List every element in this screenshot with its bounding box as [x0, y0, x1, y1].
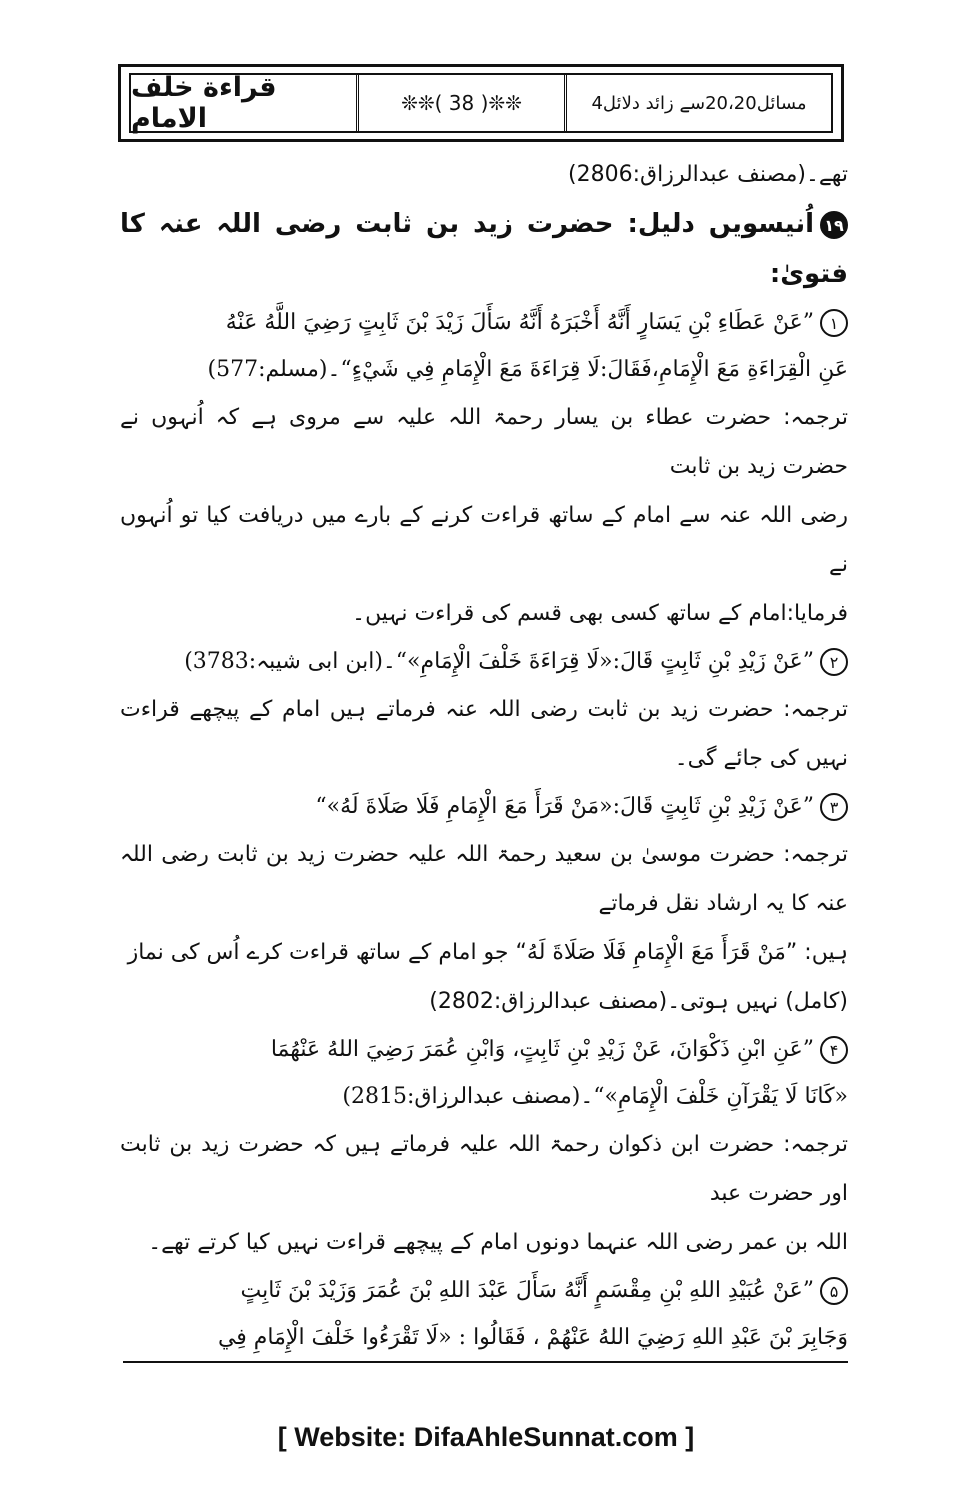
book-title: قراءة خلف الامام	[131, 75, 359, 131]
page-number: ❊❊( 38 )❊❊	[359, 75, 567, 131]
item-number: ۵	[820, 1277, 848, 1305]
top-reference: تھے۔(مصنف عبدالرزاق:2806)	[568, 162, 848, 187]
arabic-text: وَجَابِرَ بْنَ عَبْدِ اللهِ رَضِيَ اللهُ عَنْهُمْ ، فَقَالُوا : «لَا تَقْرَءُوا خَلْفَ الْإِمَامِ فِي	[217, 1325, 848, 1350]
arabic-text: ۵”عَنْ عُبَيْدِ اللهِ بْنِ مِقْسَمٍ أَنَّهُ سَأَلَ عَبْدَ اللهِ بْنَ عُمَرَ وَزَيْدَ بْنَ ثَابِتٍ	[120, 1267, 848, 1314]
translation-text: اللہ بن عمر رضی اللہ عنہما دونوں امام کے پیچھے قراءت نہیں کیا کرتے تھے۔	[148, 1230, 848, 1255]
translation-text: (کامل) نہیں ہوتی۔(مصنف عبدالرزاق:2802)	[429, 989, 848, 1014]
website-footer: [ Website: DifaAhleSunnat.com ]	[277, 1422, 695, 1452]
arabic-text: «كَانَا لَا يَقْرَآنِ خَلْفَ الْإِمَامِ»“۔(مصنف عبدالرزاق:2815)	[342, 1084, 848, 1109]
item-number: ۱	[820, 309, 848, 337]
translation-text: ترجمہ: حضرت موسیٰ بن سعید رحمۃ اللہ علیہ حضرت زید بن ثابت رضی اللہ عنہ کا یہ ارشاد نقل فرماتے	[120, 842, 848, 916]
arabic-text: ۴”عَنِ ابْنِ ذَكْوَانَ، عَنْ زَيْدِ بْنِ ثَابِتٍ، وَابْنِ عُمَرَ رَضِيَ اللهُ عَنْهُمَا	[120, 1026, 848, 1073]
translation-text: ترجمہ: حضرت عطاء بن یسار رحمۃ اللہ علیہ سے مروی ہے کہ اُنہوں نے حضرت زید بن ثابت	[120, 405, 848, 479]
translation-text: ہیں: ”مَنْ قَرَأَ مَعَ الْإِمَامِ فَلَا صَلَاةَ لَهُ“ جو امام کے ساتھ قراءت کرے اُس کی نماز	[127, 940, 848, 965]
item-number: ۳	[820, 793, 848, 821]
item-number: ۲	[820, 648, 848, 676]
arabic-text: عَنِ الْقِرَاءَةِ مَعَ الْإِمَامِ،فَقَالَ:لَا قِرَاءَةَ مَعَ الْإِمَامِ فِي شَيْءٍ“۔(مسلم:577)	[207, 357, 848, 382]
section-heading	[120, 199, 848, 299]
section-heading-text: اُنیسویں دلیل: حضرت زید بن ثابت رضی اللہ عنہ کا فتویٰ:	[120, 209, 848, 289]
book-subtitle: 4مسائل20،20سے زائد دلائل	[591, 92, 807, 114]
translation-text: رضی اللہ عنہ سے امام کے ساتھ قراءت کرنے کے بارے میں دریافت کیا تو اُنہوں نے	[120, 503, 848, 577]
header-frame	[129, 73, 833, 133]
arabic-text: ۳”عَنْ زَيْدِ بْنِ ثَابِتٍ قَالَ:«مَنْ قَرَأَ مَعَ الْإِمَامِ فَلَا صَلَاةَ لَهُ»“	[120, 783, 848, 830]
item-number: ۴	[820, 1036, 848, 1064]
section-number: ۱۹	[820, 211, 848, 239]
bottom-divider	[123, 1361, 848, 1363]
arabic-text: ۱”عَنْ عَطَاءِ بْنِ يَسَارٍ أَنَّهُ أَخْبَرَهُ أَنَّهُ سَأَلَ زَيْدَ بْنَ ثَابِتٍ رَضِيَ اللَّهُ عَنْهُ	[120, 299, 848, 346]
translation-text: فرمایا:امام کے ساتھ کسی بھی قسم کی قراءت نہیں۔	[352, 601, 848, 626]
translation-text: ترجمہ: حضرت زید بن ثابت رضی اللہ عنہ فرماتے ہیں امام کے پیچھے قراءت نہیں کی جائے گی۔	[120, 697, 848, 771]
translation-text: ترجمہ: حضرت ابن ذکوان رحمۃ اللہ علیہ فرماتے ہیں کہ حضرت زید بن ثابت اور حضرت عبد	[120, 1132, 848, 1206]
arabic-text: ۲”عَنْ زَيْدِ بْنِ ثَابِتٍ قَالَ:«لَا قِرَاءَةَ خَلْفَ الْإِمَامِ»“۔(ابن ابی شیبہ:3783)	[120, 638, 848, 685]
page-content	[120, 150, 848, 1361]
page-header	[118, 64, 844, 142]
